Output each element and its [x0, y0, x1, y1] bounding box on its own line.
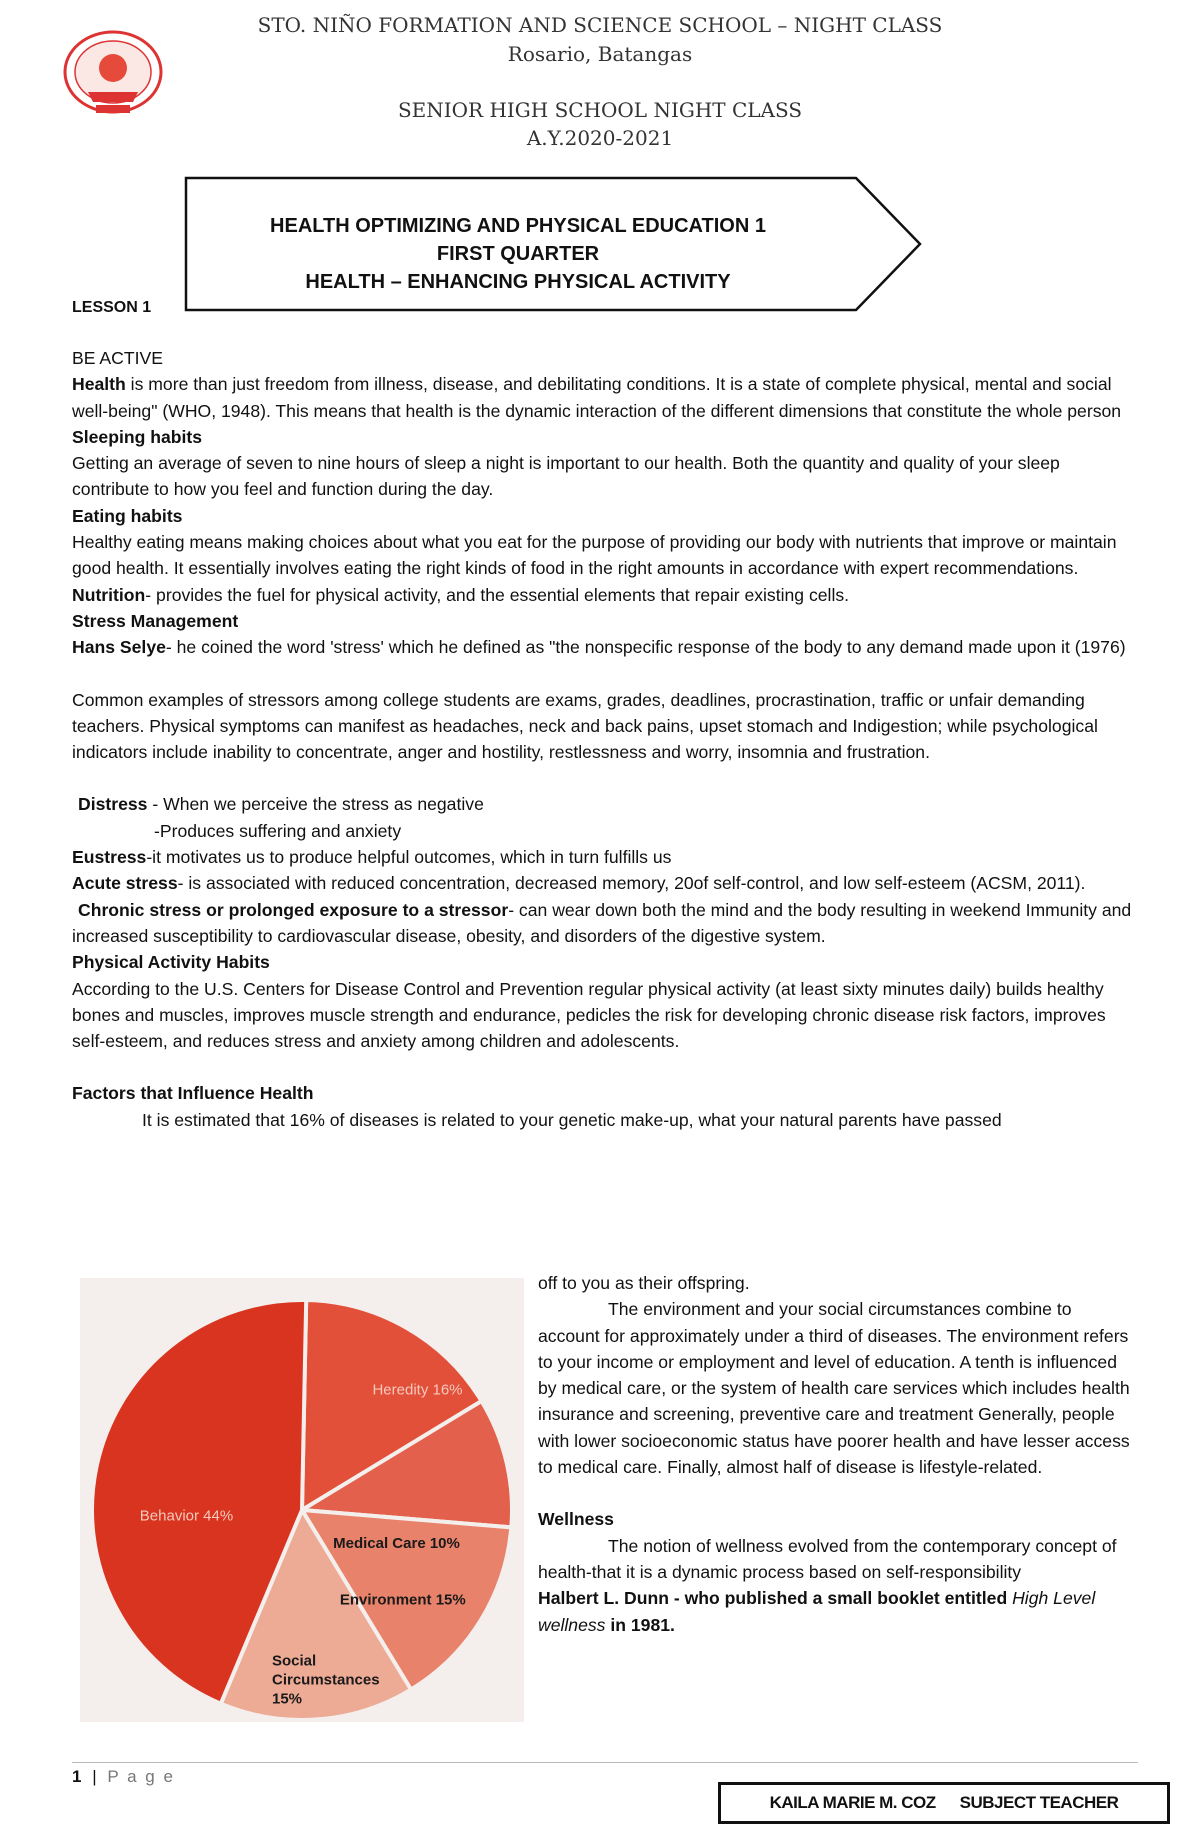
environment-paragraph: The environment and your social circumstances combine to account for approximately under a third of diseases. The environment refers to your income or employment and level of education. A tenth is influenced by medical care, or the system of health care services which includes health insurance and screening, preventive care and treatment Generally, people with lower socioeconomic status have poorer health and have lesser access to medical care. Finally, almost half of disease is lifestyle-related. — [538, 1299, 1130, 1478]
pie-chart-figure — [80, 1278, 524, 1722]
pa-paragraph: According to the U.S. Centers for Disease Control and Prevention regular physical activity (at least sixty minutes daily) builds healthy bones and muscles, improves muscle strength and endurance, pedicles the risk for developing chronic disease risk factors, improves self-esteem, and reduces stress and anxiety among children and adolescents. — [72, 978, 1106, 1052]
banner-line-2: FIRST QUARTER — [436, 243, 600, 265]
stressors-paragraph: Common examples of stressors among college students are exams, grades, deadlines, procrastination, traffic or unfair demanding teachers. Physical symptoms can manifest as headaches, neck and back pains, upset stomach and Indigestion; while psychological indicators include inability to concentrate, anger and hostility, restlessness and worry, insomnia and frustration. — [72, 689, 1098, 763]
health-text: is more than just freedom from illness, disease, and debilitating conditions. It is a state of complete physical, mental and social well-being" (WHO, 1948). This means that health is the dynamic interaction of the different dimensions that constitute the whole person — [72, 374, 1122, 421]
right-column — [538, 1270, 1134, 1638]
nutrition-paragraph: Nutrition- provides the fuel for physical activity, and the essential elements that repair existing cells. — [72, 584, 850, 605]
health-paragraph — [72, 371, 1132, 424]
factors-continued: off to you as their offspring. — [538, 1273, 750, 1293]
factors-intro: It is estimated that 16% of diseases is related to your genetic make-up, what your natural parents have passed — [142, 1109, 1002, 1130]
school-location: Rosario, Batangas — [507, 42, 693, 66]
banner-title — [184, 212, 852, 296]
pa-heading: Physical Activity Habits — [72, 952, 270, 973]
pie-label-social-circumstances: Social Circumstances 15% — [272, 1652, 380, 1708]
program-title: SENIOR HIGH SCHOOL NIGHT CLASS — [397, 98, 803, 122]
health-term: Health — [72, 374, 126, 395]
pie-label-heredity: Heredity 16% — [372, 1381, 463, 1399]
sleep-paragraph: Getting an average of seven to nine hours of sleep a night is important to our health. Both the quantity and quality of your sleep contribute to how you feel and function during the day. — [72, 453, 1060, 500]
factors-heading: Factors that Influence Health — [72, 1083, 314, 1104]
teacher-role: SUBJECT TEACHER — [959, 1793, 1119, 1812]
banner-line-3: HEALTH – ENHANCING PHYSICAL ACTIVITY — [305, 271, 731, 293]
teacher-name: KAILA MARIE M. COZ — [769, 1793, 936, 1812]
pie-label-environment: Environment 15% — [339, 1591, 466, 1609]
eat-heading: Eating habits — [72, 505, 183, 526]
page-number: 1 | P a g e — [72, 1767, 175, 1786]
sleep-heading: Sleeping habits — [72, 426, 203, 447]
pie-label-medical-care: Medical Care 10% — [333, 1534, 460, 1552]
chronic-paragraph: Chronic stress or prolonged exposure to a stressor- can wear down both the mind and the body resulting in weekend Immunity and increased susceptibility to cardiovascular disease, obesity, and disorders of the digestive system. — [72, 899, 1132, 946]
pie-label-behavior: Behavior 44% — [139, 1507, 234, 1525]
pie-chart — [80, 1278, 524, 1722]
academic-year: A.Y.2020-2021 — [526, 126, 674, 150]
main-text — [72, 345, 1132, 1133]
footer-rule — [72, 1762, 1138, 1763]
acute-paragraph: Acute stress- is associated with reduced concentration, decreased memory, 20of self-control, and low self-esteem (ACSM, 2011). — [72, 873, 1086, 894]
page-word: P a g e — [107, 1767, 175, 1786]
distress-paragraph: Distress - When we perceive the stress as negative — [78, 794, 484, 815]
lesson-label: LESSON 1 — [72, 299, 152, 316]
be-active-heading: BE ACTIVE — [72, 348, 163, 368]
banner-line-1: HEALTH OPTIMIZING AND PHYSICAL EDUCATION 1 — [270, 215, 766, 237]
school-name: STO. NIÑO FORMATION AND SCIENCE SCHOOL – NIGHT CLASS — [257, 13, 943, 37]
wellness-heading: Wellness — [538, 1509, 614, 1530]
selye-paragraph: Hans Selye- he coined the word 'stress' which he defined as "the nonspecific response of the body to any demand made upon it (1976) — [72, 637, 1126, 658]
eustress-paragraph: Eustress-it motivates us to produce helpful outcomes, which in turn fulfills us — [72, 847, 672, 868]
page-num: 1 — [72, 1767, 82, 1786]
stress-heading: Stress Management — [72, 610, 239, 631]
eat-paragraph: Healthy eating means making choices about what you eat for the purpose of providing our body with nutrients that improve or maintain good health. It essentially involves eating the right kinds of food in the right amounts in accordance with expert recommendations. — [72, 532, 1117, 579]
teacher-box — [718, 1782, 1170, 1824]
wellness-paragraph: The notion of wellness evolved from the contemporary concept of health-that it is a dynamic process based on self-responsibility — [538, 1535, 1117, 1582]
distress-paragraph-2: -Produces suffering and anxiety — [154, 820, 402, 841]
dunn-paragraph: Halbert L. Dunn - who published a small booklet entitled High Level wellness in 1981. — [538, 1588, 1096, 1635]
